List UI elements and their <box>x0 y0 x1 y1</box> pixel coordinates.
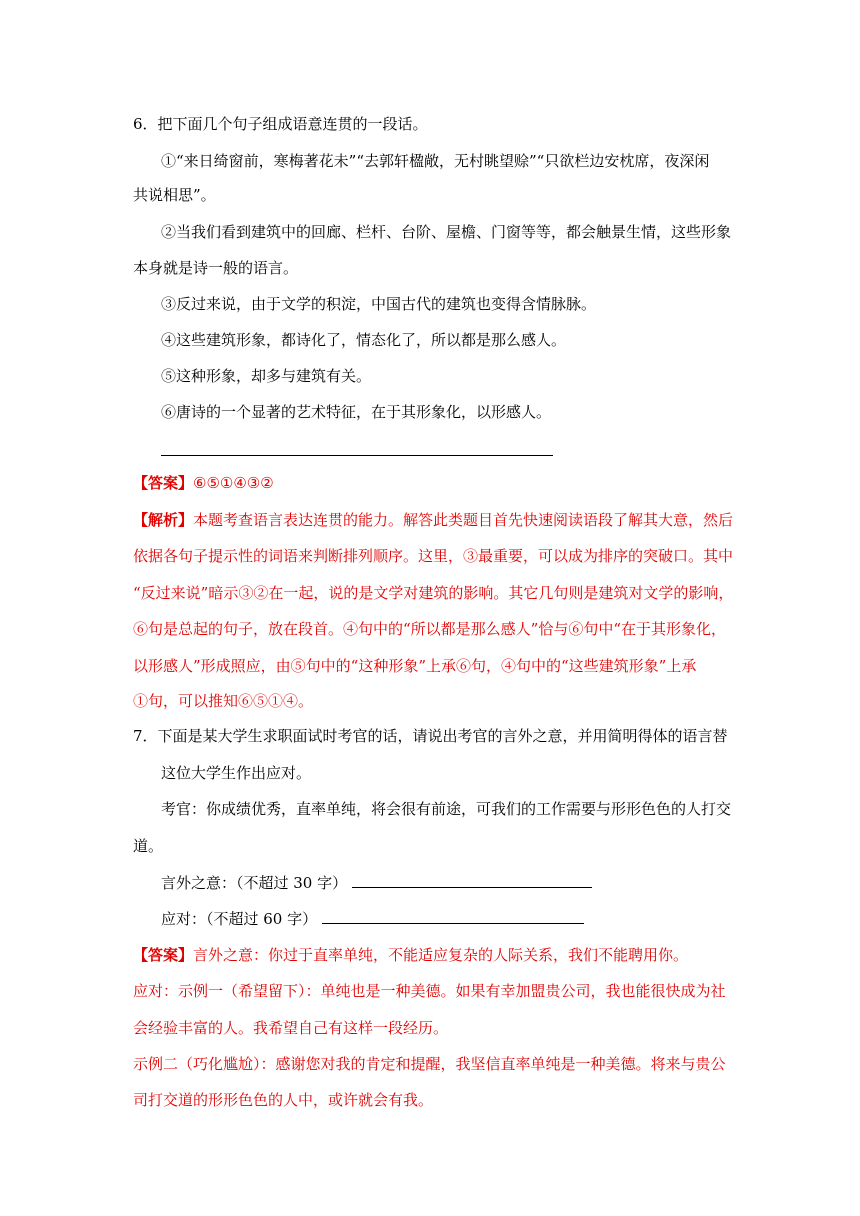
q7-examiner-line-1: 考官：你成绩优秀，直率单纯，将会很有前途，可我们的工作需要与形形色色的人打交 <box>161 800 732 818</box>
q6-analysis-line-5: 以形感人”形成照应，由⑤句中的“这种形象”上承⑥句，④句中的“这些建筑形象”上承 <box>133 657 697 675</box>
q6-sentence-5: ⑤这种形象，却多与建筑有关。 <box>161 367 372 385</box>
q7-implication-row <box>161 873 592 893</box>
q7-answer-line-4: 示例二（巧化尴尬）：感谢您对我的肯定和提醒，我坚信直率单纯是一种美德。将来与贵公 <box>133 1055 726 1073</box>
q7-response-row <box>161 909 584 929</box>
q7-examiner-line-2: 道。 <box>133 837 164 855</box>
q6-sentence-6: ⑥唐诗的一个显著的艺术特征，在于其形象化，以形感人。 <box>161 403 552 421</box>
q7-implication-blank[interactable] <box>352 873 592 888</box>
q7-response-label: 应对：（不超过 60 字） <box>161 910 318 928</box>
q6-analysis-line-3: “反过来说”暗示③②在一起，说的是文学对建筑的影响。其它几句则是建筑对文学的影响， <box>133 584 734 602</box>
q6-sentence-3: ③反过来说，由于文学的积淀，中国古代的建筑也变得含情脉脉。 <box>161 295 597 313</box>
q7-title-line-1: 7．下面是某大学生求职面试时考官的话，请说出考官的言外之意，并用简明得体的语言替 <box>133 727 728 745</box>
q6-answer-value: ⑥⑤①④③② <box>193 474 274 492</box>
q7-answer-line-1 <box>133 945 688 965</box>
q6-answer <box>133 473 274 493</box>
q7-implication-label: 言外之意：（不超过 30 字） <box>161 874 348 892</box>
q7-response-blank[interactable] <box>322 909 584 924</box>
q6-sentence-1-line-2: 共说相思”。 <box>133 186 216 204</box>
q6-analysis-text-1: 本题考查语言表达连贯的能力。解答此类题目首先快速阅读语段了解其大意，然后 <box>193 511 734 529</box>
q6-sentence-4: ④这些建筑形象，都诗化了，情态化了，所以都是那么感人。 <box>161 331 567 349</box>
q6-analysis-tag: 【解析】 <box>133 511 194 529</box>
q6-sentence-2-line-1: ②当我们看到建筑中的回廊、栏杆、台阶、屋檐、门窗等等，都会触景生情，这些形象 <box>161 223 732 241</box>
q7-answer-tag: 【答案】 <box>133 946 194 964</box>
q7-answer-line-3: 会经验丰富的人。我希望自己有这样一段经历。 <box>133 1019 449 1037</box>
q7-answer-line-5: 司打交道的形形色色的人中，或许就会有我。 <box>133 1091 434 1109</box>
q6-title: 6．把下面几个句子组成语意连贯的一段话。 <box>133 115 428 133</box>
q7-answer-text-1: 言外之意：你过于直率单纯，不能适应复杂的人际关系，我们不能聘用你。 <box>193 946 689 964</box>
q6-analysis-line-2: 依据各句子提示性的词语来判断排列顺序。这里，③最重要，可以成为排序的突破口。其中 <box>133 547 734 565</box>
q6-analysis-line-1 <box>133 510 733 530</box>
q7-answer-line-2: 应对：示例一（希望留下）：单纯也是一种美德。如果有幸加盟贵公司，我也能很快成为社 <box>133 982 726 1000</box>
q6-sentence-2-line-2: 本身就是诗一般的语言。 <box>133 259 299 277</box>
q6-analysis-line-4: ⑥句是总起的句子，放在段首。④句中的“所以都是那么感人”恰与⑥句中“在于其形象化， <box>133 620 727 638</box>
q6-analysis-line-6: ①句，可以推知⑥⑤①④。 <box>133 692 314 710</box>
q6-sentence-1-line-1: ①“来日绮窗前，寒梅著花未”“去郭轩楹敞，无村眺望赊”“只欲栏边安枕席，夜深闲 <box>161 152 710 170</box>
q7-title-line-2: 这位大学生作出应对。 <box>161 764 312 782</box>
q6-answer-tag: 【答案】 <box>133 474 194 492</box>
q6-answer-blank[interactable] <box>161 455 553 456</box>
